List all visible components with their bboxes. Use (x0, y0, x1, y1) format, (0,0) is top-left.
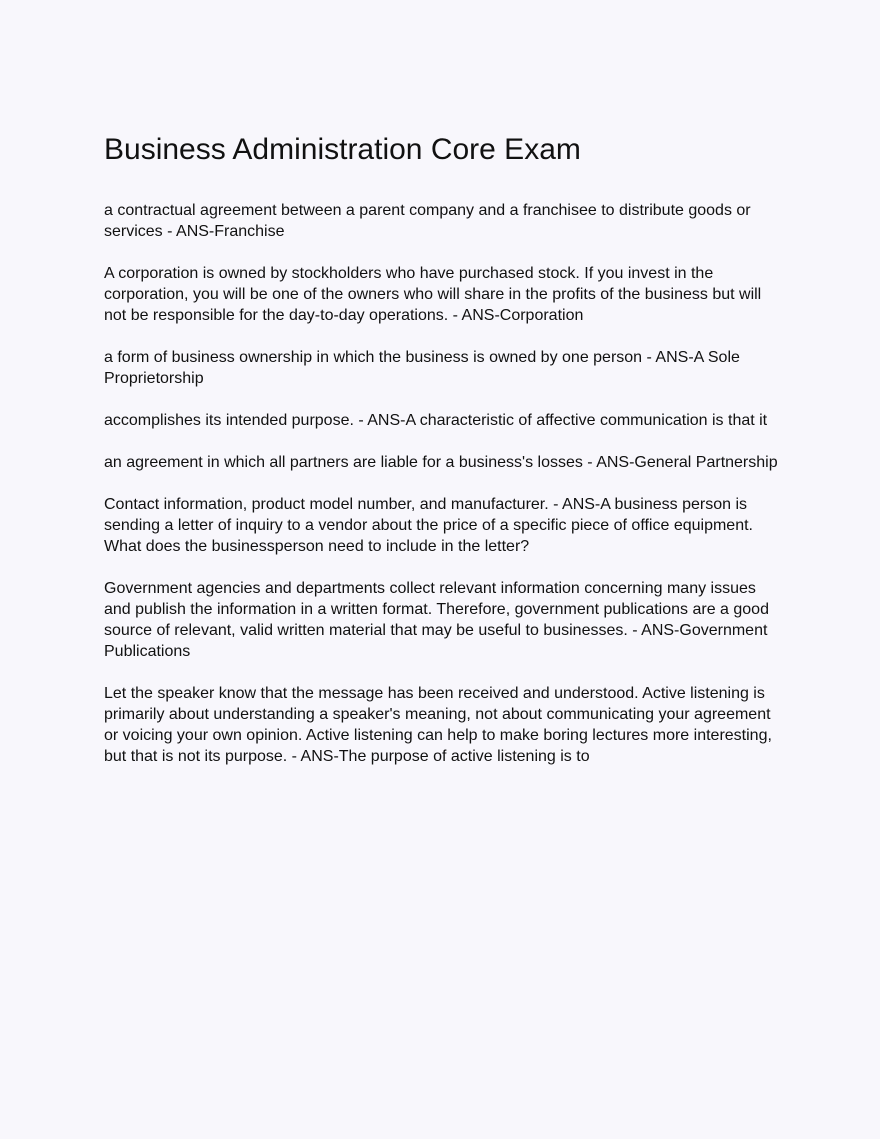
entry-active-listening: Let the speaker know that the message has been received and understood. Active listening is primarily about understanding a speaker's meaning, not about communicating your agreement or voicing your own opinion. Active listening can help to make boring lectures more interesting, but that is not its purpose. - ANS-The purpose of active listening is to (104, 685, 772, 765)
entry-corporation: A corporation is owned by stockholders who have purchased stock. If you invest in the corporation, you will be one of the owners who will share in the profits of the business but will not be responsible for the day-to-day operations. - ANS-Corporation (104, 265, 762, 324)
entry-franchise: a contractual agreement between a parent company and a franchisee to distribute goods or services - ANS-Franchise (104, 202, 751, 240)
page-title: Business Administration Core Exam (104, 133, 581, 166)
document-page (104, 131, 780, 788)
entry-list (104, 200, 780, 767)
entry-sole-proprietorship: a form of business ownership in which the business is owned by one person - ANS-A Sole Proprietorship (104, 349, 740, 387)
entry-affective-communication: accomplishes its intended purpose. - ANS-A characteristic of affective communication is that it (104, 412, 768, 429)
entry-government-publications: Government agencies and departments collect relevant information concerning many issues and publish the information in a written format. Therefore, government publications are a good source of relevant, valid written material that may be useful to businesses. - ANS-Government Publications (104, 580, 769, 660)
entry-letter-of-inquiry: Contact information, product model number, and manufacturer. - ANS-A business person is sending a letter of inquiry to a vendor about the price of a specific piece of office equipment. What does the businessperson need to include in the letter? (104, 496, 753, 555)
entry-general-partnership: an agreement in which all partners are liable for a business's losses - ANS-General Partnership (104, 454, 778, 471)
